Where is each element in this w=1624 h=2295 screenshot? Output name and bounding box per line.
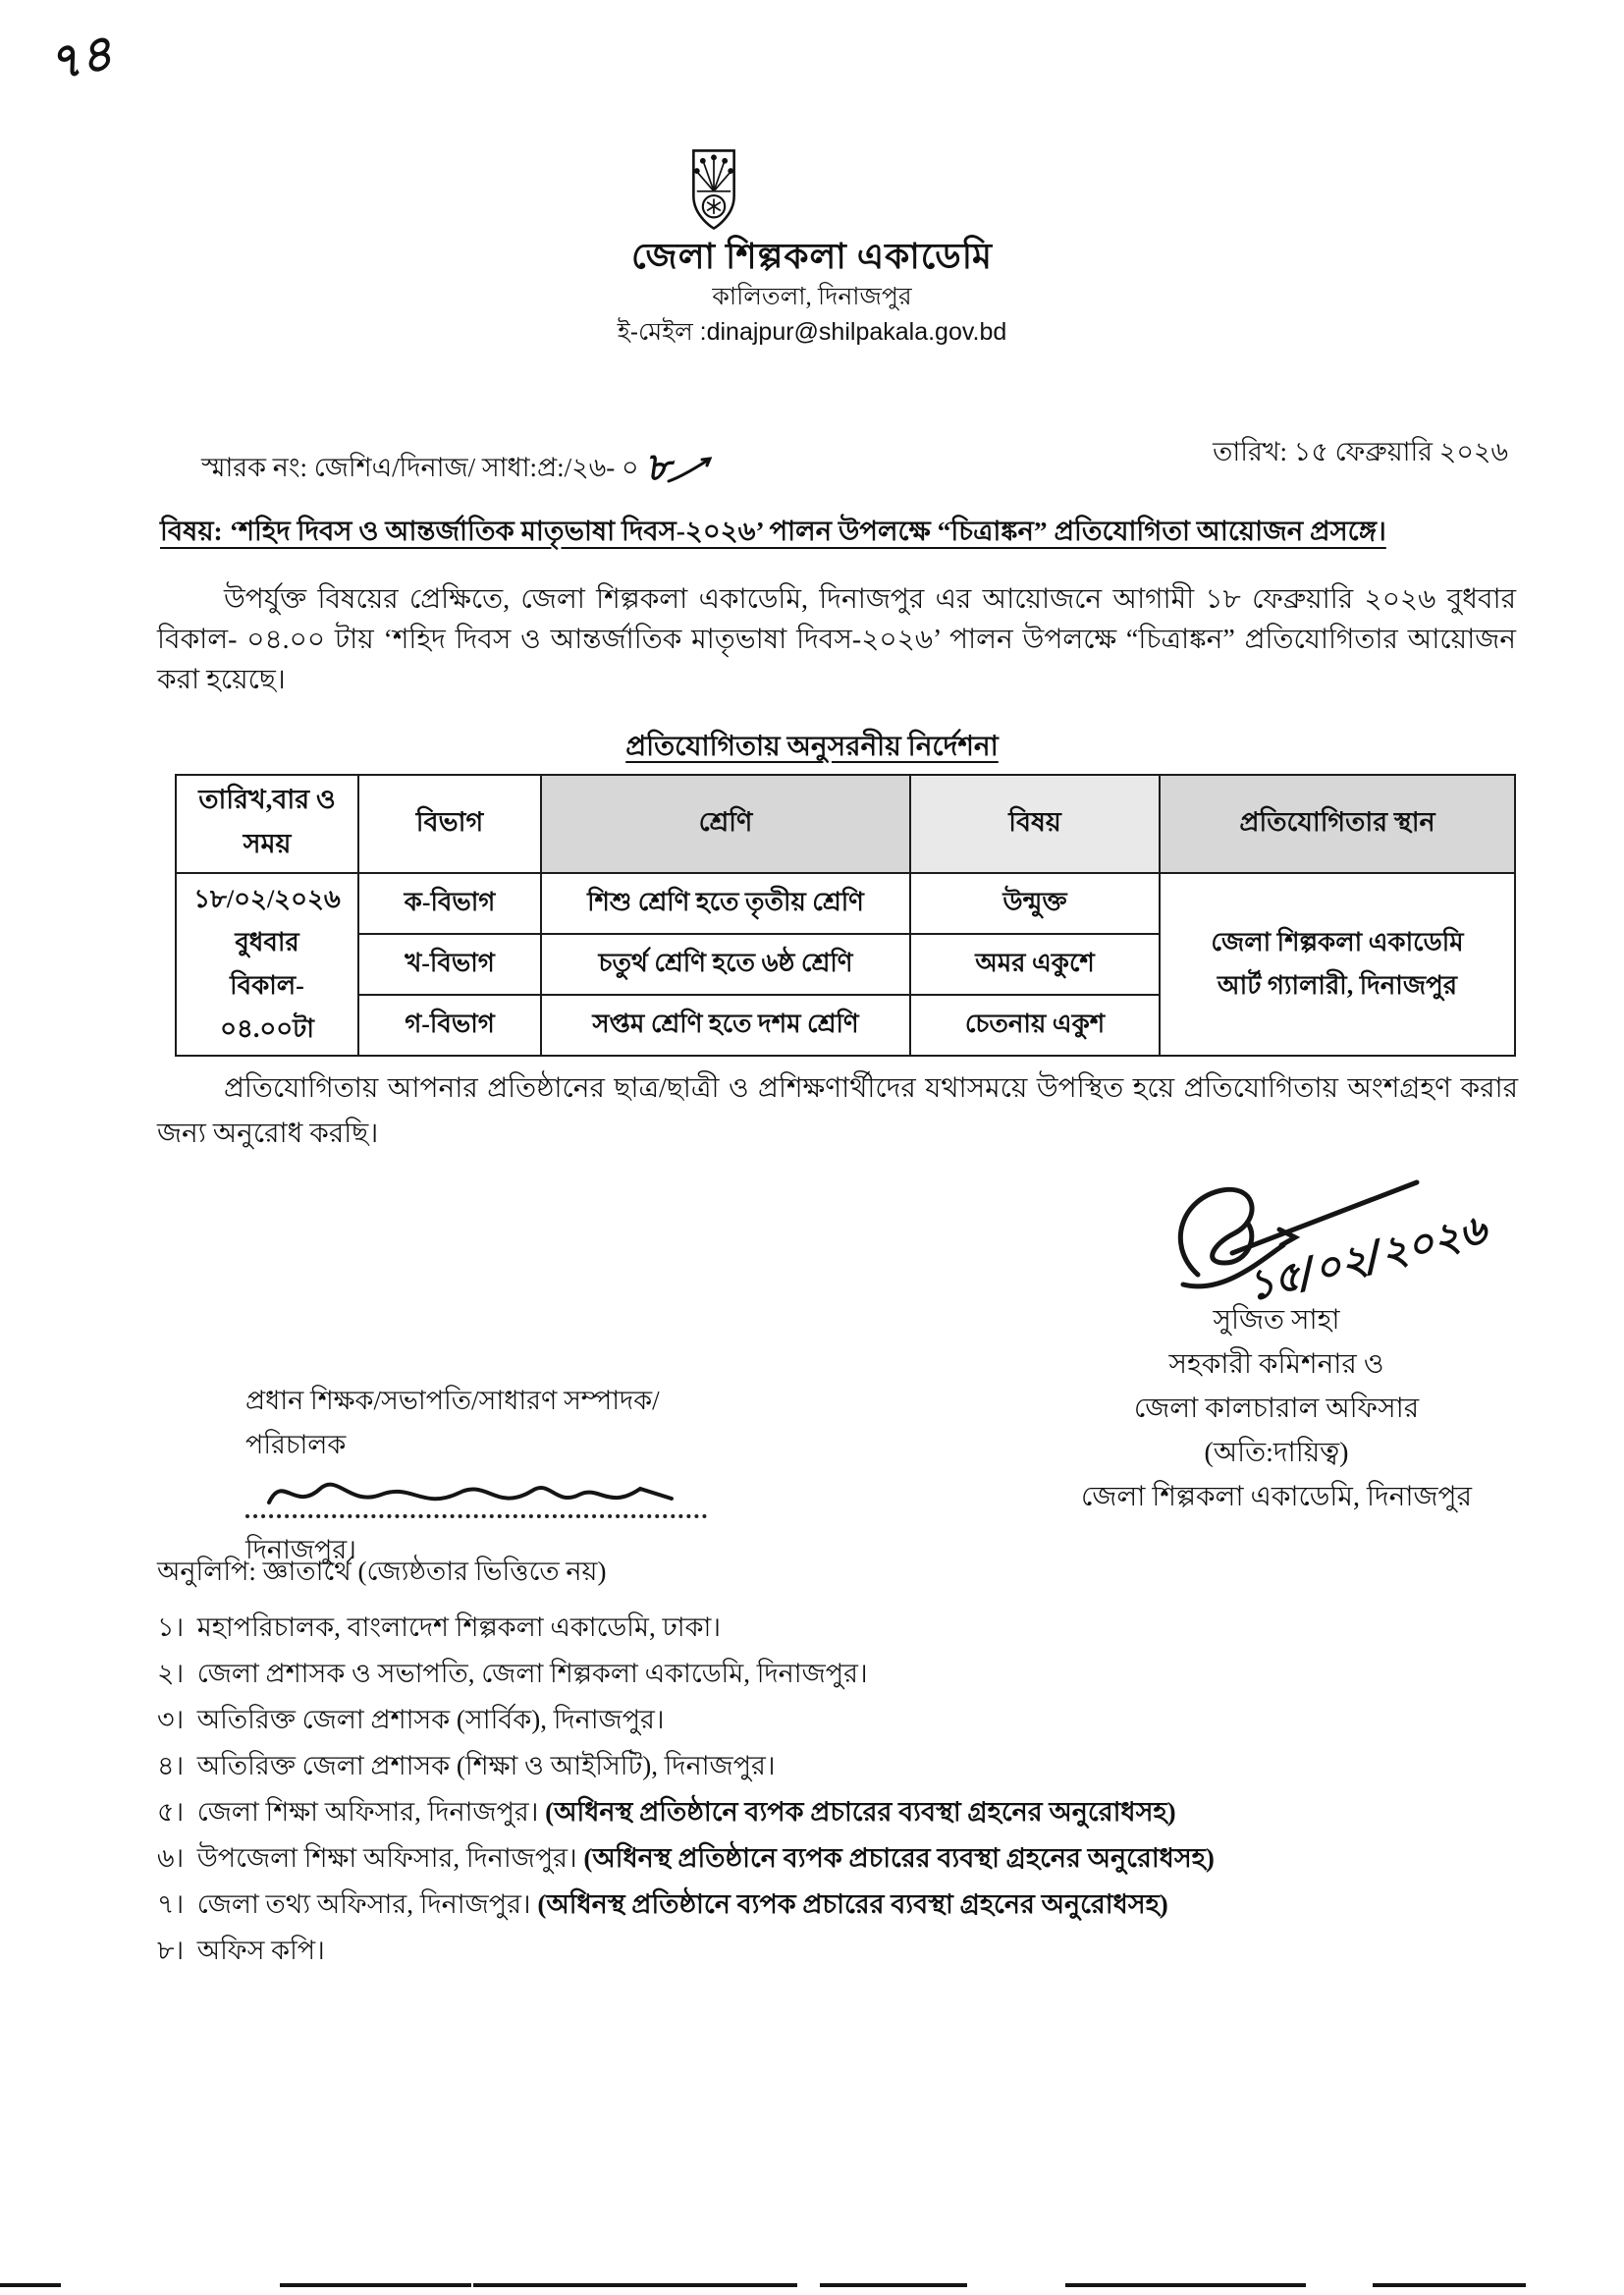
memo-number-printed: স্মারক নং: জেশিএ/দিনাজ/ সাধা:প্র:/২৬- ০	[201, 453, 639, 482]
header-class: শ্রেণি	[541, 775, 910, 873]
distribution-list	[157, 1552, 1526, 1981]
header-date-time: তারিখ,বার ও সময়	[176, 775, 358, 873]
body-paragraph: উপর্যুক্ত বিষয়ের প্রেক্ষিতে, জেলা শিল্পকলা একাডেমি, দিনাজপুর এর আয়োজনে আগামী ১৮ ফেব্রুয়ারি ২০২৬ বুধবার বিকাল- ০৪.০০ টায় ‘শহিদ দিবস ও আন্তর্জাতিক মাতৃভাষা দিবস-২০২৬’ পালন উপলক্ষে “চিত্রাঙ্কন” প্রতিযোগিতার আয়োজন করা হয়েছে।	[157, 584, 1516, 695]
datetime-cell: ১৮/০২/২০২৬ বুধবার বিকাল- ০৪.০০টা	[176, 873, 358, 1056]
distribution-item: ১। মহাপরিচালক, বাংলাদেশ শিল্পকলা একাডেমি, ঢাকা।	[157, 1612, 721, 1642]
distribution-item: ৩। অতিরিক্ত জেলা প্রশাসক (সার্বিক), দিনাজপুর।	[157, 1705, 665, 1734]
recipient-title: প্রধান শিক্ষক/সভাপতি/সাধারণ সম্পাদক/ পরিচালক	[245, 1386, 660, 1459]
distribution-item: ৫। জেলা শিক্ষা অফিসার, দিনাজপুর। (অধিনস্থ প্রতিষ্ঠানে ব্যপক প্রচারের ব্যবস্থা গ্রহনের অনুরোধসহ)	[157, 1797, 1176, 1827]
division-cell: গ-বিভাগ	[358, 995, 541, 1056]
org-address: কালিতলা, দিনাজপুর	[712, 284, 912, 310]
handwritten-page-number: ৭৪	[42, 23, 118, 93]
header-division: বিভাগ	[358, 775, 541, 873]
class-range-cell: সপ্তম শ্রেণি হতে দশম শ্রেণি	[541, 995, 910, 1056]
org-email: ই-মেইল :dinajpur@shilpakala.gov.bd	[617, 318, 1007, 346]
class-range-cell: চতুর্থ শ্রেণি হতে ৬ষ্ঠ শ্রেণি	[541, 934, 910, 995]
distribution-title: অনুলিপি: জ্ঞাতার্থে (জ্যেষ্ঠতার ভিত্তিতে নয়)	[157, 1557, 607, 1586]
venue-cell: জেলা শিল্পকলা একাডেমি আর্ট গ্যালারী, দিনাজপুর	[1160, 873, 1515, 1056]
memo-number-handwritten: ৮	[642, 443, 674, 492]
signature-block	[1041, 1298, 1512, 1519]
distribution-item: ৪। অতিরিক্ত জেলা প্রশাসক (শিক্ষা ও আইসিটি), দিনাজপুর।	[157, 1751, 776, 1780]
recipient-block	[245, 1381, 756, 1574]
table-row	[176, 873, 1515, 934]
class-range-cell: শিশু শ্রেণি হতে তৃতীয় শ্রেণি	[541, 873, 910, 934]
header-topic: বিষয়	[910, 775, 1160, 873]
competition-table	[175, 774, 1516, 1057]
org-name: জেলা শিল্পকলা একাডেমি	[630, 237, 994, 276]
topic-cell: অমর একুশে	[910, 934, 1160, 995]
signature-handwritten-date: ১৫/০২/২০২৬	[1242, 1204, 1491, 1311]
distribution-item: ২। জেলা প্রশাসক ও সভাপতি, জেলা শিল্পকলা একাডেমি, দিনাজপুর।	[157, 1659, 868, 1688]
signatory-designation: জেলা কালচারাল অফিসার	[1133, 1393, 1420, 1424]
signatory-name: সুজিত সাহা	[1213, 1305, 1340, 1336]
distribution-item: ৮। অফিস কপি।	[157, 1936, 325, 1965]
header-venue: প্রতিযোগিতার স্থান	[1160, 775, 1515, 873]
table-header-row	[176, 775, 1515, 873]
pen-flourish-icon	[667, 456, 712, 485]
table-title: প্রতিযোগিতায় অনুসরনীয় নির্দেশনা	[625, 732, 999, 762]
distribution-item: ৭। জেলা তথ্য অফিসার, দিনাজপুর। (অধিনস্থ প্রতিষ্ঠানে ব্যপক প্রচারের ব্যবস্থা গ্রহনের অনুরোধসহ)	[157, 1889, 1168, 1919]
recipient-fill-in-line	[245, 1477, 707, 1524]
shilpakala-academy-logo-icon	[687, 147, 740, 232]
closing-paragraph: প্রতিযোগিতায় আপনার প্রতিষ্ঠানের ছাত্র/ছাত্রী ও প্রশিক্ষণার্থীদের যথাসময়ে উপস্থিত হয়ে প্রতিযোগিতায় অংশগ্রহণ করার জন্য অনুরোধ করছি।	[157, 1073, 1518, 1149]
signatory-designation: সহকারী কমিশনার ও	[1168, 1349, 1384, 1380]
subject-line: বিষয়: ‘শহিদ দিবস ও আন্তর্জাতিক মাতৃভাষা দিবস-২০২৬’ পালন উপলক্ষে “চিত্রাঙ্কন” প্রতিযোগিতা আয়োজন প্রসঙ্গে।	[160, 516, 1386, 546]
signatory-designation: (অতি:দায়িত্ব)	[1204, 1438, 1349, 1468]
recipient-district: দিনাজপুর।	[245, 1535, 356, 1564]
topic-cell: চেতনায় একুশ	[910, 995, 1160, 1056]
topic-cell: উন্মুক্ত	[910, 873, 1160, 934]
division-cell: ক-বিভাগ	[358, 873, 541, 934]
signatory-org: জেলা শিল্পকলা একাডেমি, দিনাজপুর	[1081, 1482, 1472, 1512]
division-cell: খ-বিভাগ	[358, 934, 541, 995]
distribution-item: ৬। উপজেলা শিক্ষা অফিসার, দিনাজপুর। (অধিনস্থ প্রতিষ্ঠানে ব্যপক প্রচারের ব্যবস্থা গ্রহনের অনুরোধসহ)	[157, 1843, 1215, 1873]
handwritten-recipient-name	[255, 1455, 687, 1524]
memo-number	[201, 432, 712, 498]
letter-date: তারিখ: ১৫ ফেব্রুয়ারি ২০২৬	[1213, 437, 1508, 466]
